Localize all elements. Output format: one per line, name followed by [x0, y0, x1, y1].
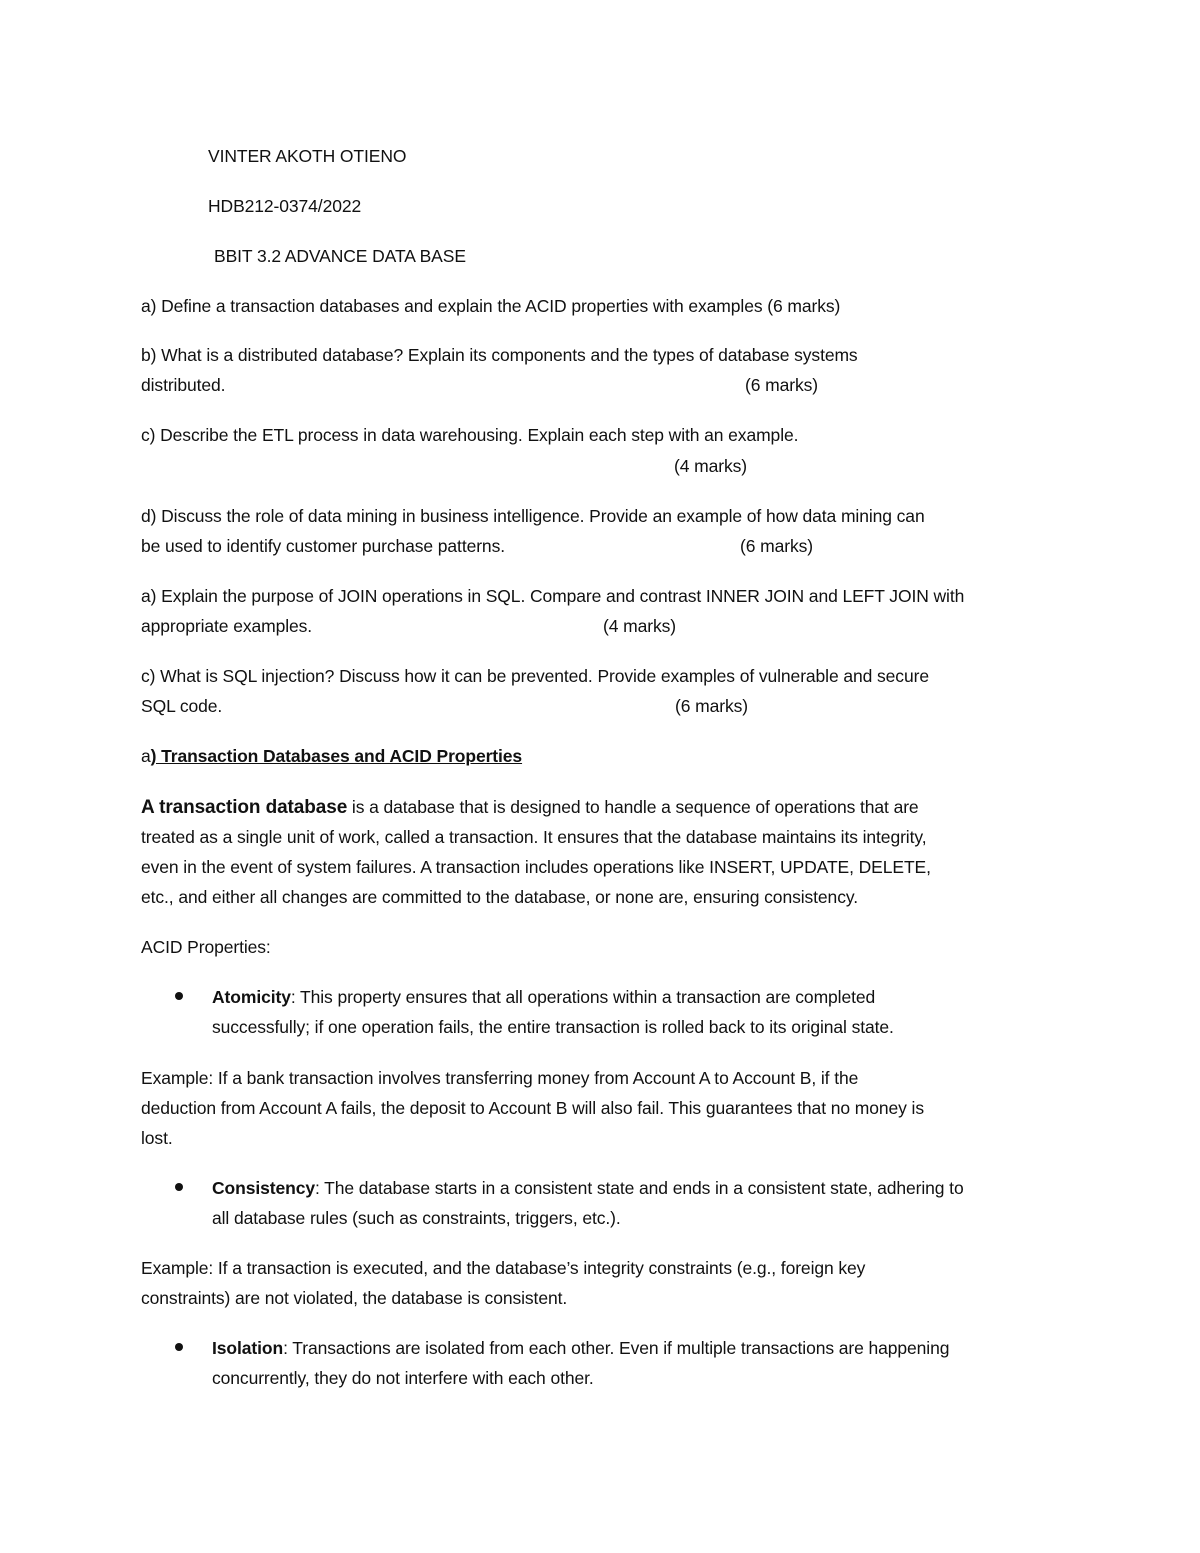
answer-heading-prefix: a	[141, 746, 151, 766]
consistency-example-1: Example: If a transaction is executed, and the database’s integrity constraints (e.g., foreign key	[141, 1258, 866, 1278]
question-join-line1: a) Explain the purpose of JOIN operations in SQL. Compare and contrast INNER JOIN and LEFT JOIN with	[141, 586, 965, 606]
question-b-line1: b) What is a distributed database? Explain its components and the types of database systems	[141, 345, 858, 365]
question-b-marks: (6 marks)	[745, 375, 818, 395]
question-sqli-marks: (6 marks)	[675, 696, 748, 716]
atomicity-line-1	[212, 986, 875, 1008]
atomicity-example-2: deduction from Account A fails, the deposit to Account B will also fail. This guarantees that no money is	[141, 1098, 924, 1118]
bullet-icon	[175, 992, 183, 1000]
question-join-line2: appropriate examples.	[141, 616, 313, 636]
question-join-marks: (4 marks)	[603, 616, 676, 636]
isolation-line-2: concurrently, they do not interfere with each other.	[212, 1368, 594, 1388]
acid-label: ACID Properties:	[141, 937, 271, 957]
intro-line-3: even in the event of system failures. A transaction includes operations like INSERT, UPDATE, DELETE,	[141, 857, 931, 877]
intro-line-1-text: is a database that is designed to handle a sequence of operations that are	[347, 797, 919, 817]
bullet-icon	[175, 1183, 183, 1191]
intro-line-4: etc., and either all changes are committed to the database, or none are, ensuring consistency.	[141, 887, 858, 907]
consistency-line-1	[212, 1177, 964, 1199]
question-d-marks: (6 marks)	[740, 536, 813, 556]
atomicity-example-1: Example: If a bank transaction involves transferring money from Account A to Account B, if the	[141, 1068, 859, 1088]
registration-number: HDB212-0374/2022	[208, 196, 362, 216]
answer-heading	[141, 745, 522, 767]
question-sqli-line1: c) What is SQL injection? Discuss how it can be prevented. Provide examples of vulnerable and secure	[141, 666, 929, 686]
question-b-line2: distributed.	[141, 375, 226, 395]
bullet-icon	[175, 1343, 183, 1351]
consistency-example-2: constraints) are not violated, the database is consistent.	[141, 1288, 568, 1308]
atomicity-term: Atomicity	[212, 987, 291, 1007]
question-a: a) Define a transaction databases and explain the ACID properties with examples (6 marks)	[141, 296, 841, 316]
consistency-text: : The database starts in a consistent state and ends in a consistent state, adhering to	[314, 1178, 964, 1198]
atomicity-example-3: lost.	[141, 1128, 173, 1148]
consistency-line-2: all database rules (such as constraints, triggers, etc.).	[212, 1208, 621, 1228]
question-c-line1: c) Describe the ETL process in data warehousing. Explain each step with an example.	[141, 425, 799, 445]
atomicity-text: : This property ensures that all operations within a transaction are completed	[290, 987, 876, 1007]
question-sqli-line2: SQL code.	[141, 696, 223, 716]
isolation-term: Isolation	[212, 1338, 284, 1358]
intro-term: A transaction database	[141, 797, 348, 818]
student-name: VINTER AKOTH OTIENO	[208, 146, 407, 166]
question-c-marks: (4 marks)	[674, 456, 747, 476]
consistency-term: Consistency	[212, 1178, 315, 1198]
atomicity-line-2: successfully; if one operation fails, the entire transaction is rolled back to its original state.	[212, 1017, 894, 1037]
question-d-line2: be used to identify customer purchase patterns.	[141, 536, 505, 556]
question-d-line1: d) Discuss the role of data mining in business intelligence. Provide an example of how data mining can	[141, 506, 925, 526]
isolation-text: : Transactions are isolated from each other. Even if multiple transactions are happening	[283, 1338, 950, 1358]
intro-line-1	[141, 796, 919, 819]
isolation-line-1	[212, 1337, 949, 1359]
course-title: BBIT 3.2 ADVANCE DATA BASE	[214, 246, 466, 266]
answer-heading-title: ) Transaction Databases and ACID Properties	[150, 746, 523, 766]
intro-line-2: treated as a single unit of work, called a transaction. It ensures that the database maintains its integrity,	[141, 827, 927, 847]
